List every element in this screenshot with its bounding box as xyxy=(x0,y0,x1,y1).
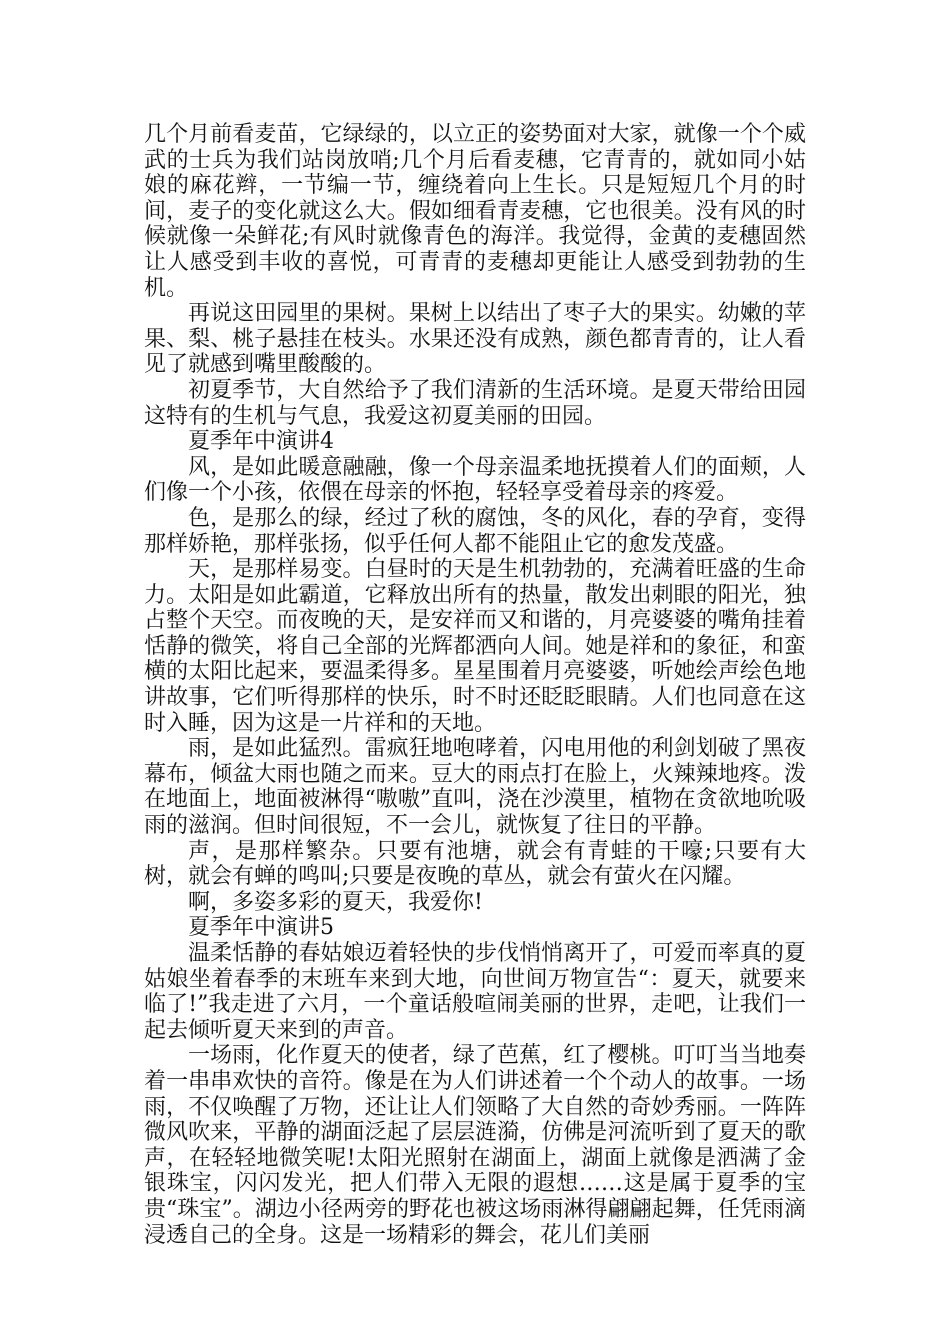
paragraph: 啊，多姿多彩的夏天，我爱你! xyxy=(188,889,483,915)
paragraph: 几个月前看麦苗，它绿绿的，以立正的姿势面对大家，就像一个个威武的士兵为我们站岗放哨;几个月后看麦穗，它青青的，就如同小姑娘的麻花辫，一节编一节，缠绕着向上生长。只是短短几个月的时间，麦子的变化就这么大。假如细看青麦穗，它也很美。没有风的时候就像一朵鲜花;有风时就像青色的海洋。我觉得，金黄的麦穗固然让人感受到丰收的喜悦，可青青的麦穗却更能让人感受到勃勃的生机。 xyxy=(144,122,806,301)
paragraph: 天，是那样易变。白昼时的天是生机勃勃的，充满着旺盛的生命力。太阳是如此霸道，它释放出所有的热量，散发出刺眼的阳光，独占整个天空。而夜晚的天，是安祥而又和谐的，月亮婆婆的嘴角挂着恬静的微笑，将自己全部的光辉都洒向人间。她是祥和的象征，和蛮横的太阳比起来，要温柔得多。星星围着月亮婆婆，听她绘声绘色地讲故事，它们听得那样的快乐，时不时还眨眨眼睛。人们也同意在这时入睡，因为这是一片祥和的天地。 xyxy=(144,557,806,736)
paragraph: 一场雨，化作夏天的使者，绿了芭蕉，红了樱桃。叮叮当当地奏着一串串欢快的音符。像是在为人们讲述着一个个动人的故事。一场雨，不仅唤醒了万物，还让让人们领略了大自然的奇妙秀丽。一阵阵微风吹来，平静的湖面泛起了层层涟漪，仿佛是河流听到了夏天的歌声，在轻轻地微笑呢!太阳光照射在湖面上，湖面上就像是洒满了金银珠宝，闪闪发光，把人们带入无限的遐想……这是属于夏季的宝贵“珠宝”。湖边小径两旁的野花也被这场雨淋得翩翩起舞，任凭雨滴浸透自己的全身。这是一场精彩的舞会，花儿们美丽 xyxy=(144,1043,806,1248)
paragraph: 声，是那样繁杂。只要有池塘，就会有青蛙的干嚎;只要有大树，就会有蝉的鸣叫;只要是夜晚的草丛，就会有萤火在闪耀。 xyxy=(144,838,806,890)
document-page xyxy=(144,122,806,1248)
paragraph: 温柔恬静的春姑娘迈着轻快的步伐悄悄离开了，可爱而率真的夏姑娘坐着春季的末班车来到大地，向世间万物宣告“：夏天，就要来临了!”我走进了六月，一个童话般喧闹美丽的世界，走吧，让我们一起去倾听夏天来到的声音。 xyxy=(144,941,806,1043)
paragraph: 再说这田园里的果树。果树上以结出了枣子大的果实。幼嫩的苹果、梨、桃子悬挂在枝头。水果还没有成熟，颜色都青青的，让人看见了就感到嘴里酸酸的。 xyxy=(144,301,806,378)
section-heading: 夏季年中演讲5 xyxy=(188,915,334,941)
paragraph: 风，是如此暖意融融，像一个母亲温柔地抚摸着人们的面颊，人们像一个小孩，依偎在母亲的怀抱，轻轻享受着母亲的疼爱。 xyxy=(144,454,806,506)
paragraph: 色，是那么的绿，经过了秋的腐蚀，冬的风化，春的孕育，变得那样娇艳，那样张扬，似乎任何人都不能阻止它的愈发茂盛。 xyxy=(144,505,806,557)
paragraph: 初夏季节，大自然给予了我们清新的生活环境。是夏天带给田园这特有的生机与气息，我爱这初夏美丽的田园。 xyxy=(144,377,806,429)
section-heading: 夏季年中演讲4 xyxy=(188,429,334,455)
paragraph: 雨，是如此猛烈。雷疯狂地咆哮着，闪电用他的利剑划破了黑夜幕布，倾盆大雨也随之而来。豆大的雨点打在脸上，火辣辣地疼。泼在地面上，地面被淋得“嗷嗷”直叫，浇在沙漠里，植物在贪欲地吮吸雨的滋润。但时间很短，不一会儿，就恢复了往日的平静。 xyxy=(144,736,806,839)
